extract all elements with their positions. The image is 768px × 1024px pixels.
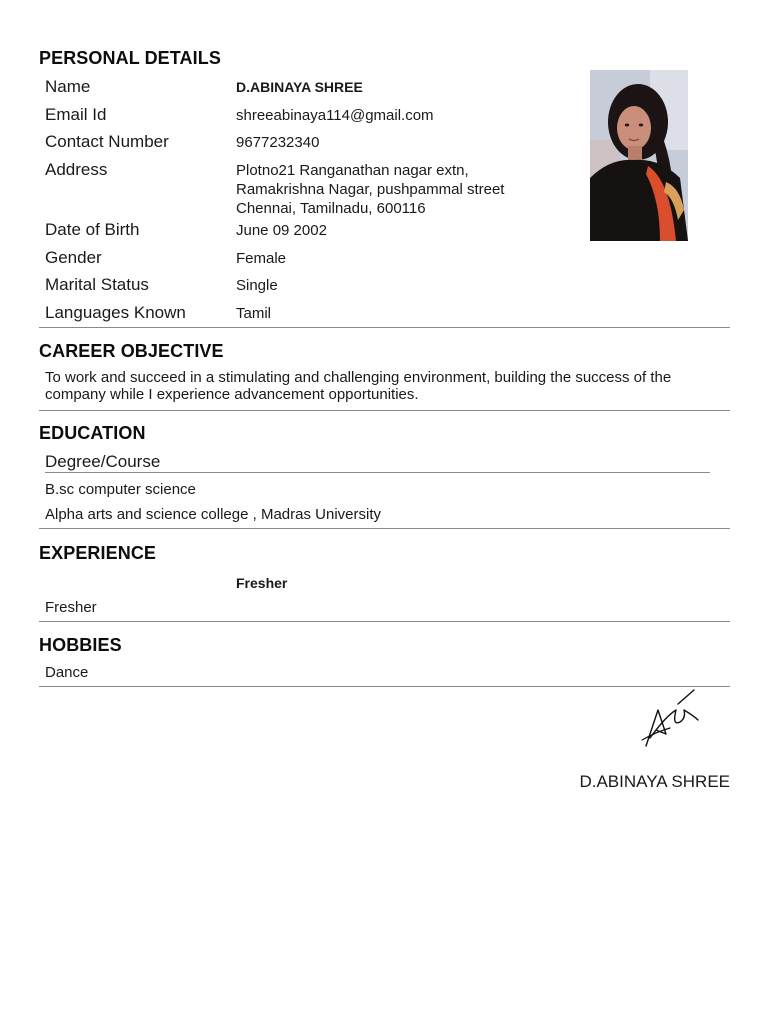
address-value bbox=[236, 161, 504, 218]
languages-label: Languages Known bbox=[45, 303, 186, 322]
marital-status-value: Single bbox=[236, 277, 278, 294]
email-value: shreeabinaya114@gmail.com bbox=[236, 107, 434, 124]
hobbies-heading: HOBBIES bbox=[39, 635, 122, 655]
address-line-3: Chennai, Tamilnadu, 600116 bbox=[236, 200, 426, 217]
signature-image bbox=[636, 686, 702, 752]
experience-detail: Fresher bbox=[45, 599, 97, 616]
profile-photo bbox=[590, 70, 688, 241]
dob-label: Date of Birth bbox=[45, 220, 140, 239]
address-label: Address bbox=[45, 160, 108, 179]
divider-personal bbox=[39, 327, 730, 328]
contact-value: 9677232340 bbox=[236, 134, 320, 151]
name-label: Name bbox=[45, 77, 91, 96]
education-column-header: Degree/Course bbox=[45, 452, 161, 471]
divider-experience bbox=[39, 621, 730, 622]
education-course: B.sc computer science bbox=[45, 481, 196, 498]
languages-value: Tamil bbox=[236, 305, 272, 322]
gender-value: Female bbox=[236, 250, 287, 267]
divider-education bbox=[39, 528, 730, 529]
education-institution: Alpha arts and science college , Madras University bbox=[45, 506, 381, 523]
divider-objective bbox=[39, 410, 730, 411]
name-value: D.ABINAYA SHREE bbox=[236, 79, 363, 95]
education-heading: EDUCATION bbox=[39, 423, 146, 443]
contact-label: Contact Number bbox=[45, 132, 169, 151]
profile-photo-illustration bbox=[590, 70, 688, 241]
divider-hobbies bbox=[39, 686, 730, 687]
address-line-1: Plotno21 Ranganathan nagar extn, bbox=[236, 162, 469, 179]
gender-label: Gender bbox=[45, 248, 102, 267]
signature-name: D.ABINAYA SHREE bbox=[579, 772, 730, 791]
dob-value: June 09 2002 bbox=[236, 222, 327, 239]
experience-heading: EXPERIENCE bbox=[39, 543, 157, 563]
email-label: Email Id bbox=[45, 105, 107, 124]
address-line-2: Ramakrishna Nagar, pushpammal street bbox=[236, 181, 505, 198]
experience-role: Fresher bbox=[236, 575, 288, 591]
hobbies-text: Dance bbox=[45, 664, 89, 681]
marital-status-label: Marital Status bbox=[45, 275, 149, 294]
personal-details-heading: PERSONAL DETAILS bbox=[39, 48, 221, 68]
career-objective-text: To work and succeed in a stimulating and challenging environment, building the success of the company while I experience advancement opportunities. bbox=[45, 369, 672, 403]
education-header-rule bbox=[45, 472, 710, 473]
career-objective-heading: CAREER OBJECTIVE bbox=[39, 341, 224, 361]
